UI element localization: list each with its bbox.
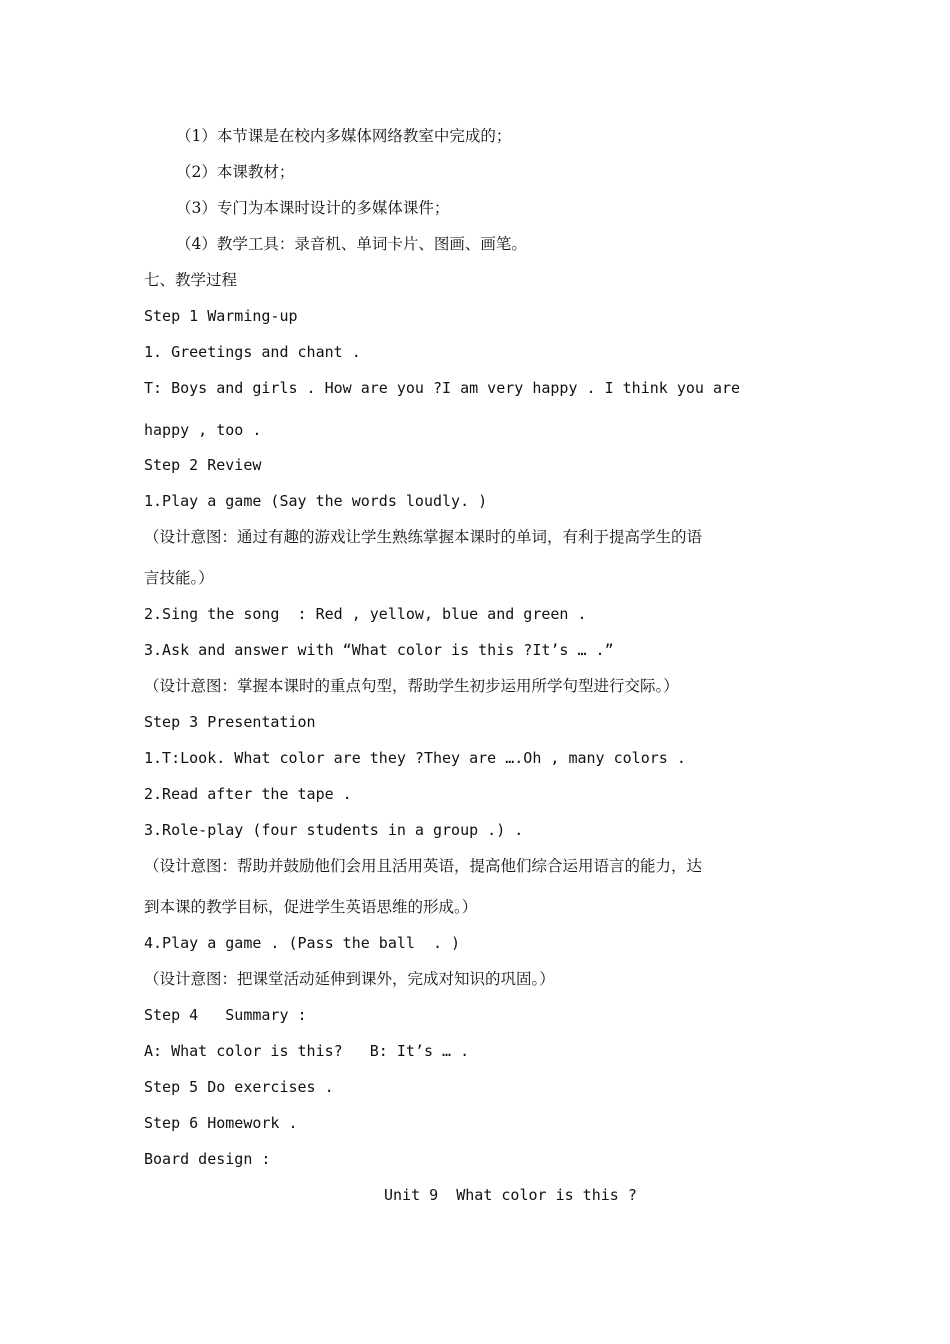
materials-item-1: （1）本节课是在校内多媒体网络教室中完成的； [176, 127, 512, 145]
step-2-heading: Step 2 Review [144, 456, 262, 474]
summary-dialogue: A: What color is this? B: It’s … . [144, 1042, 470, 1060]
materials-item-2: （2）本课教材； [176, 163, 295, 181]
step-2-item-3: 3.Ask and answer with “What color is this ?It’s … .” [144, 641, 614, 659]
step-5-heading: Step 5 Do exercises . [144, 1078, 334, 1096]
teacher-line-continued: happy , too . [144, 421, 262, 439]
step-4-heading: Step 4 Summary : [144, 1006, 307, 1024]
step-3-item-4: 4.Play a game . (Pass the ball . ) [144, 934, 461, 952]
design-intent-3-continued: 到本课的教学目标，促进学生英语思维的形成。） [144, 898, 478, 916]
design-intent-2: （设计意图：掌握本课时的重点句型，帮助学生初步运用所学句型进行交际。） [144, 677, 679, 695]
design-intent-4: （设计意图：把课堂活动延伸到课外，完成对知识的巩固。） [144, 970, 555, 988]
design-intent-3: （设计意图：帮助并鼓励他们会用且活用英语，提高他们综合运用语言的能力，达 [144, 857, 703, 875]
board-design-label: Board design : [144, 1150, 271, 1168]
step-3-item-3: 3.Role-play (four students in a group .) . [144, 821, 524, 839]
materials-item-3: （3）专门为本课时设计的多媒体课件； [176, 199, 450, 217]
step-1-heading: Step 1 Warming-up [144, 307, 298, 325]
step-2-item-1: 1.Play a game (Say the words loudly. ) [144, 492, 488, 510]
step-3-heading: Step 3 Presentation [144, 713, 316, 731]
section-heading-teaching-process: 七、教学过程 [144, 271, 238, 289]
board-design-title: Unit 9 What color is this ? [384, 1186, 637, 1204]
design-intent-1: （设计意图：通过有趣的游戏让学生熟练掌握本课时的单词，有利于提高学生的语 [144, 528, 703, 546]
design-intent-1-continued: 言技能。） [144, 569, 214, 587]
step-1-item-1: 1. Greetings and chant . [144, 343, 361, 361]
step-6-heading: Step 6 Homework . [144, 1114, 298, 1132]
teacher-line: T: Boys and girls . How are you ?I am very happy . I think you are [144, 379, 741, 397]
step-2-item-2: 2.Sing the song : Red , yellow, blue and green . [144, 605, 587, 623]
step-3-item-1: 1.T:Look. What color are they ?They are ….Oh , many colors . [144, 749, 686, 767]
step-3-item-2: 2.Read after the tape . [144, 785, 352, 803]
materials-item-4: （4）教学工具：录音机、单词卡片、图画、画笔。 [176, 235, 527, 253]
